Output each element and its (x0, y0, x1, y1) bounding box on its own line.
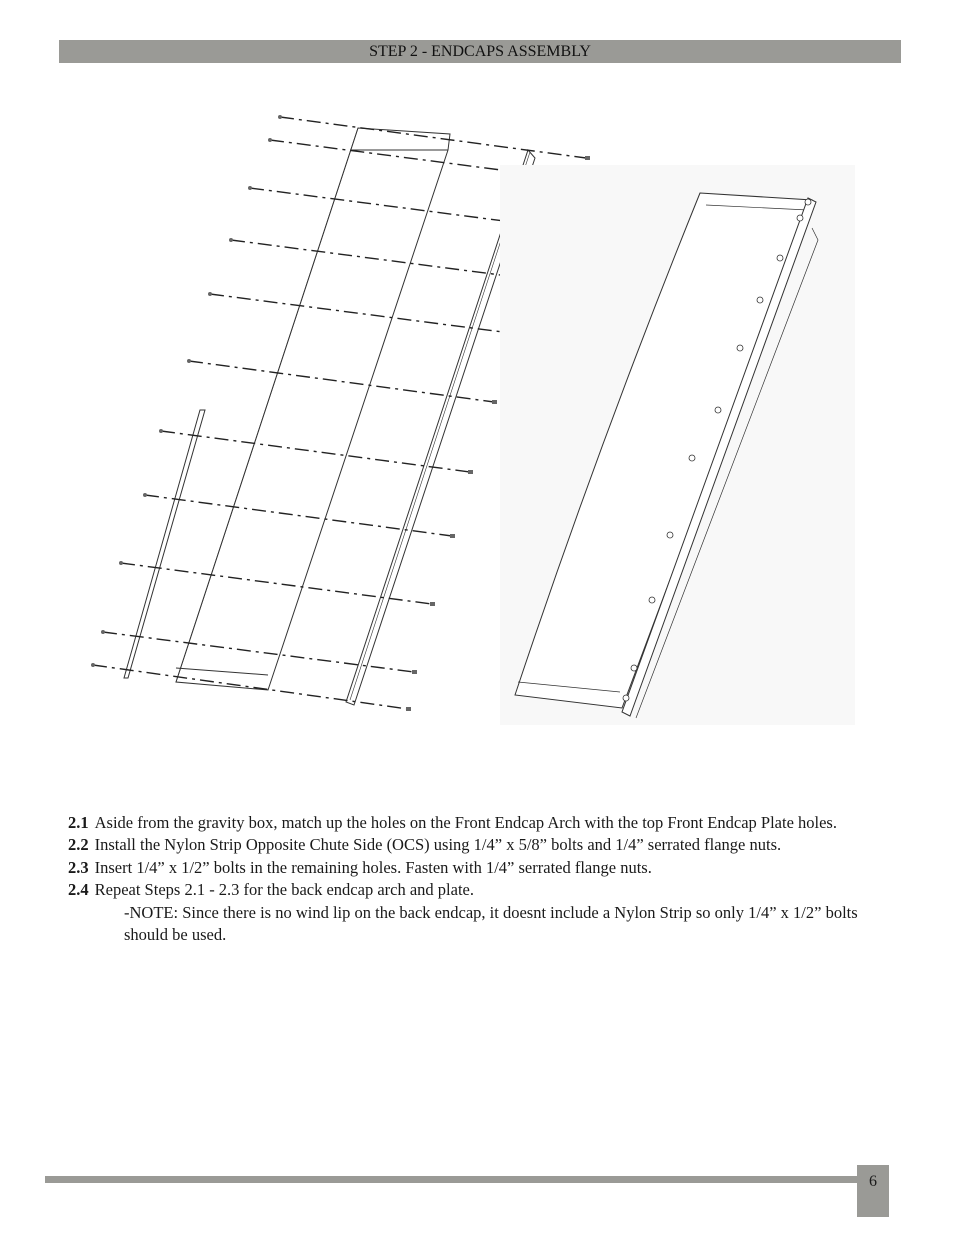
step-text: Insert 1/4” x 1/2” bolts in the remaining holes. Fasten with 1/4” serrated flange nuts. (94, 857, 652, 877)
step-item (68, 812, 898, 834)
note: -NOTE: Since there is no wind lip on the back endcap, it doesnt include a Nylon Strip so only 1/4” x 1/2” bolts should be used. (124, 902, 858, 945)
step-item (68, 879, 898, 901)
page-number: 6 (857, 1165, 889, 1217)
instructions (68, 812, 898, 946)
header-bar (59, 40, 901, 63)
step-number: 2.4 (68, 880, 89, 900)
assembled-endcap-icon (500, 165, 855, 725)
step-number: 2.3 (68, 857, 89, 877)
step-text: Aside from the gravity box, match up the holes on the Front Endcap Arch with the top Front Endcap Plate holes. (94, 813, 837, 832)
step-number: 2.1 (68, 813, 89, 832)
footer-bar (45, 1176, 857, 1183)
page-title: STEP 2 - ENDCAPS ASSEMBLY (369, 43, 591, 60)
step-number: 2.2 (68, 835, 89, 855)
step-item (68, 857, 898, 879)
step-text: Repeat Steps 2.1 - 2.3 for the back endcap arch and plate. (94, 880, 474, 900)
step-text: Install the Nylon Strip Opposite Chute Side (OCS) using 1/4” x 5/8” bolts and 1/4” serrated flange nuts. (94, 835, 782, 855)
step-item (68, 834, 898, 856)
assembly-figure (0, 90, 954, 750)
